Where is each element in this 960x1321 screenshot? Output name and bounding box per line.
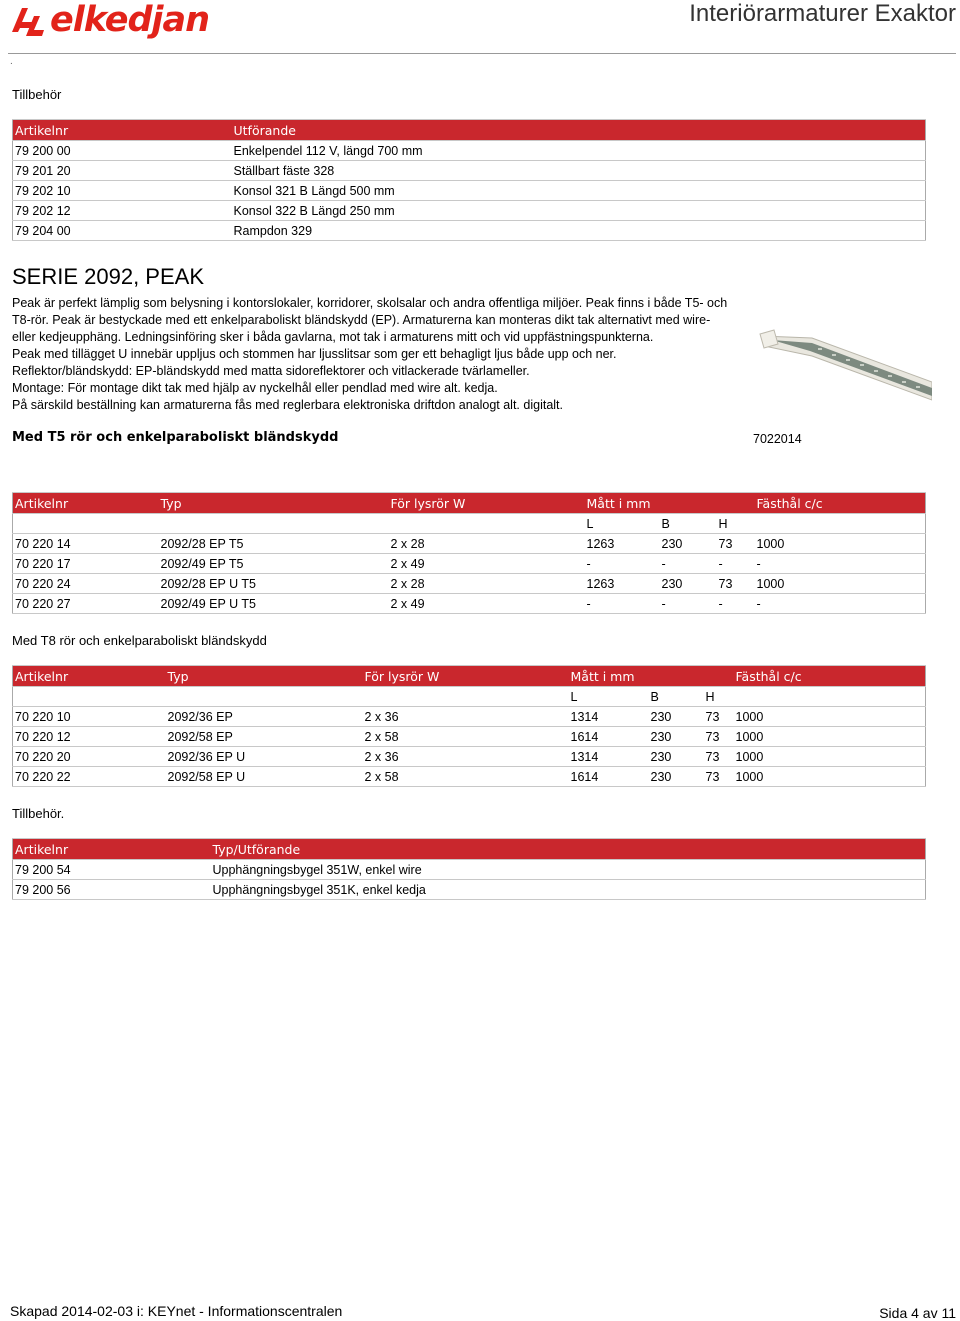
table-row — [13, 201, 926, 221]
cell: 2092/58 EP — [166, 727, 363, 747]
cell: 70 220 20 — [13, 747, 166, 767]
table-subheader-row — [13, 514, 926, 534]
description-line: eller kedjeupphäng. Ledningsinföring sker i båda gavlarna, mot tak i armaturens mitt och vid uppfästningspunkterna. — [12, 330, 654, 344]
description-line: Montage: För montage dikt tak med hjälp av nyckelhål eller pendlad med wire alt. kedja. — [12, 381, 498, 395]
series-title: SERIE 2092, PEAK — [12, 264, 204, 289]
cell: 70 220 10 — [13, 707, 166, 727]
t5-section-title: Med T5 rör och enkelparaboliskt bländskydd — [12, 430, 339, 445]
cell: 73 — [704, 727, 734, 747]
cell: 73 — [717, 534, 755, 554]
header-divider — [8, 53, 956, 54]
column-header — [660, 493, 717, 514]
cell: 2092/49 EP T5 — [159, 554, 389, 574]
cell: 230 — [649, 767, 704, 787]
column-header — [649, 666, 704, 687]
page-number: Sida 4 av 11 — [879, 1305, 956, 1321]
cell: 1614 — [569, 727, 649, 747]
product-image — [752, 296, 932, 430]
accessories-table — [12, 119, 926, 241]
table-row — [13, 747, 926, 767]
column-header: Typ — [166, 666, 363, 687]
table-row — [13, 141, 926, 161]
description-line: Peak med tillägget U innebär uppljus och stommen har ljusslitsar som ger ett behagligt ljus både upp och ner. — [12, 347, 617, 361]
table-header-row — [13, 493, 926, 514]
cell: 79 201 20 — [13, 161, 232, 181]
column-header: Artikelnr — [13, 120, 232, 141]
cell: 230 — [660, 574, 717, 594]
table-row — [13, 727, 926, 747]
cell — [13, 687, 166, 707]
cell: 230 — [649, 747, 704, 767]
cell: Konsol 322 B Längd 250 mm — [232, 201, 926, 221]
cell: 1000 — [734, 767, 926, 787]
column-header: Artikelnr — [13, 666, 166, 687]
footer-created: Skapad 2014-02-03 i: KEYnet - Informationscentralen — [10, 1303, 343, 1319]
cell: 1000 — [734, 727, 926, 747]
cell: Upphängningsbygel 351K, enkel kedja — [211, 880, 926, 900]
cell: 2 x 36 — [363, 707, 569, 727]
table-row — [13, 574, 926, 594]
column-header: Mått i mm — [569, 666, 649, 687]
cell — [363, 687, 569, 707]
cell: - — [717, 554, 755, 574]
logo — [8, 2, 208, 44]
table-header-row — [13, 120, 926, 141]
column-header: För lysrör W — [389, 493, 585, 514]
header-dot: . — [10, 56, 13, 67]
cell: 79 204 00 — [13, 221, 232, 241]
logo-mark-icon — [8, 2, 50, 44]
cell: - — [717, 594, 755, 614]
cell: 230 — [649, 707, 704, 727]
cell: 2 x 49 — [389, 594, 585, 614]
column-header: Typ/Utförande — [211, 839, 926, 860]
column-header — [704, 666, 734, 687]
cell: 70 220 24 — [13, 574, 159, 594]
cell: 1000 — [755, 574, 926, 594]
cell: 73 — [704, 747, 734, 767]
column-header: Fästhål c/c — [734, 666, 926, 687]
cell: 1263 — [585, 534, 660, 554]
cell: 2 x 28 — [389, 534, 585, 554]
cell: - — [755, 594, 926, 614]
cell: 73 — [717, 574, 755, 594]
table-row — [13, 181, 926, 201]
cell: L — [569, 687, 649, 707]
cell: 79 200 56 — [13, 880, 211, 900]
cell: 2092/58 EP U — [166, 767, 363, 787]
cell: 2092/28 EP U T5 — [159, 574, 389, 594]
cell: 79 200 00 — [13, 141, 232, 161]
cell: - — [660, 594, 717, 614]
cell — [389, 514, 585, 534]
logo-text: elkedjan — [50, 0, 210, 40]
column-header: Artikelnr — [13, 839, 211, 860]
cell: 79 202 12 — [13, 201, 232, 221]
cell: H — [717, 514, 755, 534]
table-header-row — [13, 666, 926, 687]
cell — [755, 514, 926, 534]
cell: 70 220 27 — [13, 594, 159, 614]
table-row — [13, 534, 926, 554]
document-title: Interiörarmaturer Exaktor — [689, 0, 956, 27]
accessories2-table — [12, 838, 926, 900]
cell: - — [660, 554, 717, 574]
cell: 2 x 58 — [363, 767, 569, 787]
column-header: Utförande — [232, 120, 926, 141]
image-code: 7022014 — [753, 432, 802, 446]
description-line: Reflektor/bländskydd: EP-bländskydd med matta sidoreflektorer och vitlackerade tvärlameller. — [12, 364, 530, 378]
description-line: På särskild beställning kan armaturerna fås med reglerbara elektroniska driftdon analogt alt. digitalt. — [12, 398, 563, 412]
column-header: Mått i mm — [585, 493, 660, 514]
cell: 70 220 17 — [13, 554, 159, 574]
column-header — [717, 493, 755, 514]
cell: 1000 — [755, 534, 926, 554]
cell: 230 — [660, 534, 717, 554]
cell: 1263 — [585, 574, 660, 594]
cell: 70 220 14 — [13, 534, 159, 554]
cell: 70 220 12 — [13, 727, 166, 747]
cell: 2092/36 EP — [166, 707, 363, 727]
column-header: För lysrör W — [363, 666, 569, 687]
cell: Ställbart fäste 328 — [232, 161, 926, 181]
cell: 2 x 49 — [389, 554, 585, 574]
cell: H — [704, 687, 734, 707]
cell: 73 — [704, 767, 734, 787]
accessories2-label: Tillbehör. — [12, 806, 65, 821]
cell — [734, 687, 926, 707]
cell: 73 — [704, 707, 734, 727]
cell: 79 202 10 — [13, 181, 232, 201]
cell: 2 x 28 — [389, 574, 585, 594]
table-row — [13, 554, 926, 574]
column-header: Typ — [159, 493, 389, 514]
series-description — [12, 295, 757, 414]
cell: B — [660, 514, 717, 534]
cell: 1314 — [569, 747, 649, 767]
cell: 2 x 36 — [363, 747, 569, 767]
cell: Enkelpendel 112 V, längd 700 mm — [232, 141, 926, 161]
column-header: Artikelnr — [13, 493, 159, 514]
table-header-row — [13, 839, 926, 860]
cell: 2 x 58 — [363, 727, 569, 747]
table-row — [13, 221, 926, 241]
cell: 1614 — [569, 767, 649, 787]
table-subheader-row — [13, 687, 926, 707]
cell: Upphängningsbygel 351W, enkel wire — [211, 860, 926, 880]
cell: 79 200 54 — [13, 860, 211, 880]
t5-table — [12, 492, 926, 614]
accessories-label: Tillbehör — [12, 87, 62, 102]
cell: 2092/36 EP U — [166, 747, 363, 767]
cell: 1000 — [734, 747, 926, 767]
cell: 1314 — [569, 707, 649, 727]
table-row — [13, 594, 926, 614]
table-row — [13, 767, 926, 787]
t8-section-title: Med T8 rör och enkelparaboliskt bländskydd — [12, 633, 267, 648]
cell: - — [755, 554, 926, 574]
cell: L — [585, 514, 660, 534]
cell: B — [649, 687, 704, 707]
cell: 2092/49 EP U T5 — [159, 594, 389, 614]
cell: 70 220 22 — [13, 767, 166, 787]
cell — [166, 687, 363, 707]
cell: 1000 — [734, 707, 926, 727]
t8-table — [12, 665, 926, 787]
column-header: Fästhål c/c — [755, 493, 926, 514]
description-line: T8-rör. Peak är bestyckade med ett enkelparaboliskt bländskydd (EP). Armaturerna kan monteras dikt tak alternativt med wire- — [12, 313, 711, 327]
cell: - — [585, 594, 660, 614]
cell: - — [585, 554, 660, 574]
cell: Konsol 321 B Längd 500 mm — [232, 181, 926, 201]
cell: 2092/28 EP T5 — [159, 534, 389, 554]
cell: 230 — [649, 727, 704, 747]
table-row — [13, 860, 926, 880]
table-row — [13, 880, 926, 900]
description-line: Peak är perfekt lämplig som belysning i kontorslokaler, korridorer, skolsalar och andra offentliga miljöer. Peak finns i både T5- och — [12, 296, 728, 310]
cell — [13, 514, 159, 534]
cell — [159, 514, 389, 534]
table-row — [13, 707, 926, 727]
table-row — [13, 161, 926, 181]
cell: Rampdon 329 — [232, 221, 926, 241]
